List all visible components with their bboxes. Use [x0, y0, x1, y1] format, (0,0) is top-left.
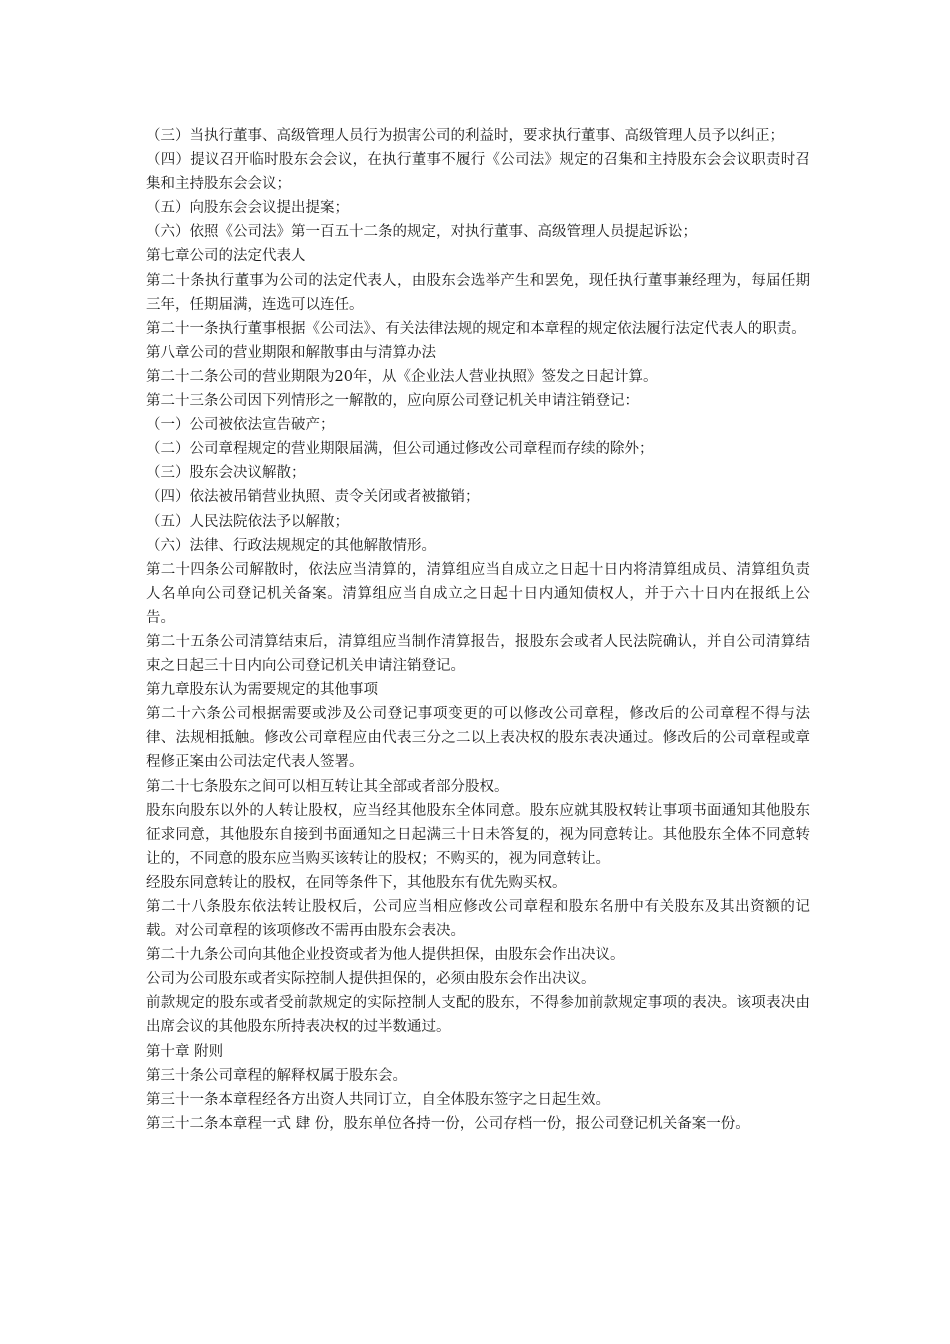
dissolution-item-6: （六）法律、行政法规规定的其他解散情形。 — [146, 537, 436, 554]
article-22-paragraph: 第二十二条公司的营业期限为20年，从《企业法人营业执照》签发之日起计算。 — [146, 368, 658, 385]
dissolution-item-4: （四）依法被吊销营业执照、责令关闭或者被撤销； — [146, 489, 480, 506]
article-28-paragraph: 第二十八条股东依法转让股权后，公司应当相应修改公司章程和股东名册中有关股东及其出资额的记载。对公司章程的该项修改不需再由股东会表决。 — [146, 899, 810, 940]
article-24-paragraph: 第二十四条公司解散时，依法应当清算的，清算组应当自成立之日起十日内将清算组成员、清算组负责人名单向公司登记机关备案。清算组应当自成立之日起十日内通知债权人，并于六十日内在报纸上公告。 — [146, 561, 810, 626]
article-20-paragraph: 第二十条执行董事为公司的法定代表人，由股东会选举产生和罢免，现任执行董事兼经理为，每届任期三年，任期届满，连选可以连任。 — [146, 272, 810, 313]
article-26-paragraph: 第二十六条公司根据需要或涉及公司登记事项变更的可以修改公司章程，修改后的公司章程不得与法律、法规相抵触。修改公司章程应由代表三分之二以上表决权的股东表决通过。修改后的公司章程或章程修正案由公司法定代表人签署。 — [146, 706, 810, 771]
chapter-10-heading: 第十章 附则 — [146, 1043, 224, 1060]
voting-exclusion-paragraph: 前款规定的股东或者受前款规定的实际控制人支配的股东，不得参加前款规定事项的表决。该项表决由出席会议的其他股东所持表决权的过半数通过。 — [146, 995, 810, 1036]
document-body — [146, 124, 810, 1136]
clause-6-paragraph: （六）依照《公司法》第一百五十二条的规定，对执行董事、高级管理人员提起诉讼； — [146, 224, 697, 241]
article-30-paragraph: 第三十条公司章程的解释权属于股东会。 — [146, 1067, 407, 1084]
article-21-paragraph: 第二十一条执行董事根据《公司法》、有关法律法规的规定和本章程的规定依法履行法定代表人的职责。 — [146, 320, 806, 337]
article-27-paragraph: 第二十七条股东之间可以相互转让其全部或者部分股权。 — [146, 778, 509, 795]
clause-4-paragraph: （四）提议召开临时股东会会议，在执行董事不履行《公司法》规定的召集和主持股东会会议职责时召集和主持股东会会议； — [146, 152, 810, 193]
clause-5-paragraph: （五）向股东会会议提出提案； — [146, 200, 349, 217]
dissolution-item-1: （一）公司被依法宣告破产； — [146, 417, 335, 434]
chapter-9-heading: 第九章股东认为需要规定的其他事项 — [146, 682, 378, 699]
dissolution-item-5: （五）人民法院依法予以解散； — [146, 513, 349, 530]
guarantee-paragraph: 公司为公司股东或者实际控制人提供担保的，必须由股东会作出决议。 — [146, 971, 596, 988]
chapter-7-heading: 第七章公司的法定代表人 — [146, 248, 306, 265]
dissolution-item-2: （二）公司章程规定的营业期限届满，但公司通过修改公司章程而存续的除外； — [146, 441, 654, 458]
article-23-paragraph: 第二十三条公司因下列情形之一解散的，应向原公司登记机关申请注销登记： — [146, 393, 639, 410]
preemptive-right-paragraph: 经股东同意转让的股权，在同等条件下，其他股东有优先购买权。 — [146, 874, 567, 891]
chapter-8-heading: 第八章公司的营业期限和解散事由与清算办法 — [146, 344, 436, 361]
clause-3-paragraph: （三）当执行董事、高级管理人员行为损害公司的利益时，要求执行董事、高级管理人员予以纠正； — [146, 128, 784, 144]
article-32-paragraph: 第三十二条本章程一式 肆 份，股东单位各持一份，公司存档一份，报公司登记机关备案一份。 — [146, 1115, 750, 1132]
article-25-paragraph: 第二十五条公司清算结束后，清算组应当制作清算报告，报股东会或者人民法院确认，并自公司清算结束之日起三十日内向公司登记机关申请注销登记。 — [146, 633, 810, 675]
dissolution-item-3: （三）股东会决议解散； — [146, 465, 306, 482]
article-29-paragraph: 第二十九条公司向其他企业投资或者为他人提供担保，由股东会作出决议。 — [146, 947, 625, 964]
article-31-paragraph: 第三十一条本章程经各方出资人共同订立，自全体股东签字之日起生效。 — [146, 1091, 610, 1108]
share-transfer-paragraph: 股东向股东以外的人转让股权，应当经其他股东全体同意。股东应就其股权转让事项书面通知其他股东征求同意，其他股东自接到书面通知之日起满三十日未答复的，视为同意转让。其他股东全体不同意转让的，不同意的股东应当购买该转让的股权；不购买的，视为同意转让。 — [146, 802, 810, 867]
